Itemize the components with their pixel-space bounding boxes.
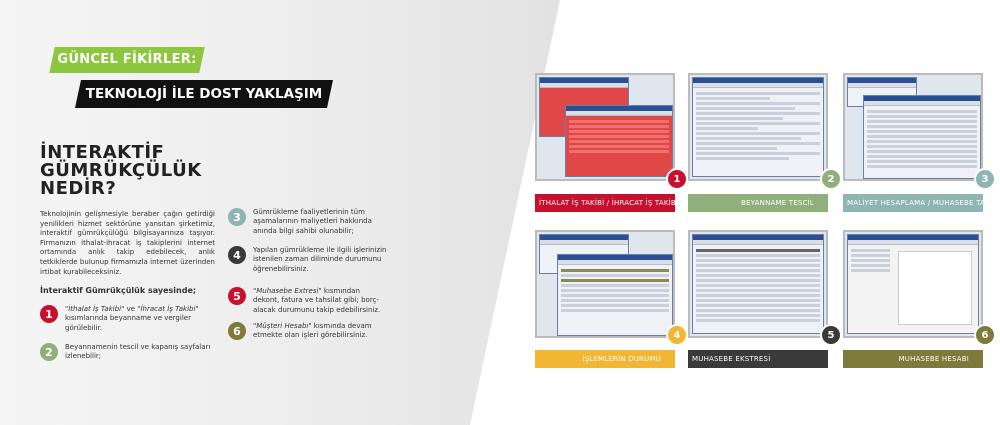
- screenshot-import-export: [535, 73, 675, 181]
- intro-paragraph: Teknolojinin gelişmesiyle beraber çağın getirdiği yenilikleri hizmet sektörüne yansıtan şirketimiz, interaktif gümrükçülüğü bilgisayarınıza taşıyor. Firmanızın ithalat-ihracat iş takiplerini internet ortamında anlık takip edebilecek, anlık tetkiklerde bulunup firmamızla internet üzerinden irtibat kurabileceksiniz.: [40, 210, 215, 276]
- feature-description: Gümrükleme faaliyetlerinin tüm aşamalarının maliyetleri hakkında anında bilgi sahibi olunabilir;: [253, 208, 372, 235]
- screenshot-account: [843, 230, 983, 338]
- feature-description: kısmından dekont, fatura ve tahsilat gibi; borç-alacak durumunu takip edebilirsiniz.: [253, 287, 381, 314]
- feature-badge: 5: [228, 287, 246, 305]
- caption-cost: MALİYET HESAPLAMA / MUHASEBE TAKİBİ: [843, 194, 983, 212]
- banner-green: [49, 47, 205, 73]
- feature-emphasis: "Müşteri Hesabı": [253, 322, 312, 330]
- feature-item-2: [40, 343, 215, 362]
- caption-import-export: İTHALAT İŞ TAKİBİ / İHRACAT İŞ TAKİBİ: [535, 194, 675, 212]
- feature-item-6: [228, 322, 388, 341]
- feature-text: [253, 246, 388, 274]
- page-heading: [40, 144, 210, 198]
- feature-item-1: [40, 305, 215, 333]
- banner-black: [75, 80, 333, 108]
- screenshot-status: [535, 230, 675, 338]
- feature-badge: 1: [40, 305, 58, 323]
- feature-emphasis-2: "İhracat İş Takibi": [137, 305, 199, 313]
- feature-item-4: [228, 246, 388, 274]
- feature-connector: ve: [124, 305, 138, 313]
- feature-description: kısmında devam etmekte olan işleri görebilirsiniz.: [253, 322, 372, 340]
- caption-statement: MUHASEBE EKSTRESİ: [688, 350, 828, 368]
- caption-number-3: 3: [974, 168, 996, 190]
- feature-badge: 6: [228, 322, 246, 340]
- feature-text: [253, 208, 388, 236]
- feature-text: [253, 322, 388, 341]
- caption-status: İŞLEMLERİN DURUMU: [535, 350, 675, 368]
- feature-emphasis: "İthalat İş Takibi": [65, 305, 125, 313]
- screenshot-cost: [843, 73, 983, 181]
- feature-item-3: [228, 208, 388, 236]
- feature-text: [65, 305, 215, 333]
- banner-green-text: GÜNCEL FİKİRLER:: [57, 52, 197, 67]
- feature-badge: 4: [228, 246, 246, 264]
- caption-declaration: BEYANNAME TESCİL: [688, 194, 828, 212]
- feature-badge: 2: [40, 343, 58, 361]
- screenshot-declaration: [688, 73, 828, 181]
- caption-number-4: 4: [666, 324, 688, 346]
- feature-item-5: [228, 287, 388, 315]
- feature-subheading: İnteraktif Gümrükçülük sayesinde;: [40, 286, 197, 295]
- feature-badge: 3: [228, 208, 246, 226]
- heading-line-3: NEDİR?: [40, 178, 117, 199]
- feature-description: Yapılan gümrükleme ile ilgili işlerinizin istenilen zaman diliminde durumunu öğrenebilirsiniz.: [253, 246, 387, 273]
- heading-line-2: GÜMRÜKÇÜLÜK: [40, 160, 202, 181]
- heading-line-1: İNTERAKTİF: [40, 142, 165, 163]
- caption-number-6: 6: [974, 324, 996, 346]
- caption-number-5: 5: [820, 324, 842, 346]
- banner-black-text: TEKNOLOJİ İLE DOST YAKLAŞIM: [85, 86, 323, 102]
- feature-emphasis: "Muhasebe Extresi": [253, 287, 322, 295]
- caption-account: MUHASEBE HESABI: [843, 350, 983, 368]
- caption-number-1: 1: [666, 168, 688, 190]
- screenshot-statement: [688, 230, 828, 338]
- caption-number-2: 2: [820, 168, 842, 190]
- feature-description: kısımlarında beyanname ve vergiler görülebilir.: [65, 314, 191, 332]
- feature-description: Beyannamenin tescil ve kapanış sayfaları izlenebilir;: [65, 343, 211, 361]
- feature-text: [65, 343, 215, 362]
- feature-text: [253, 287, 388, 315]
